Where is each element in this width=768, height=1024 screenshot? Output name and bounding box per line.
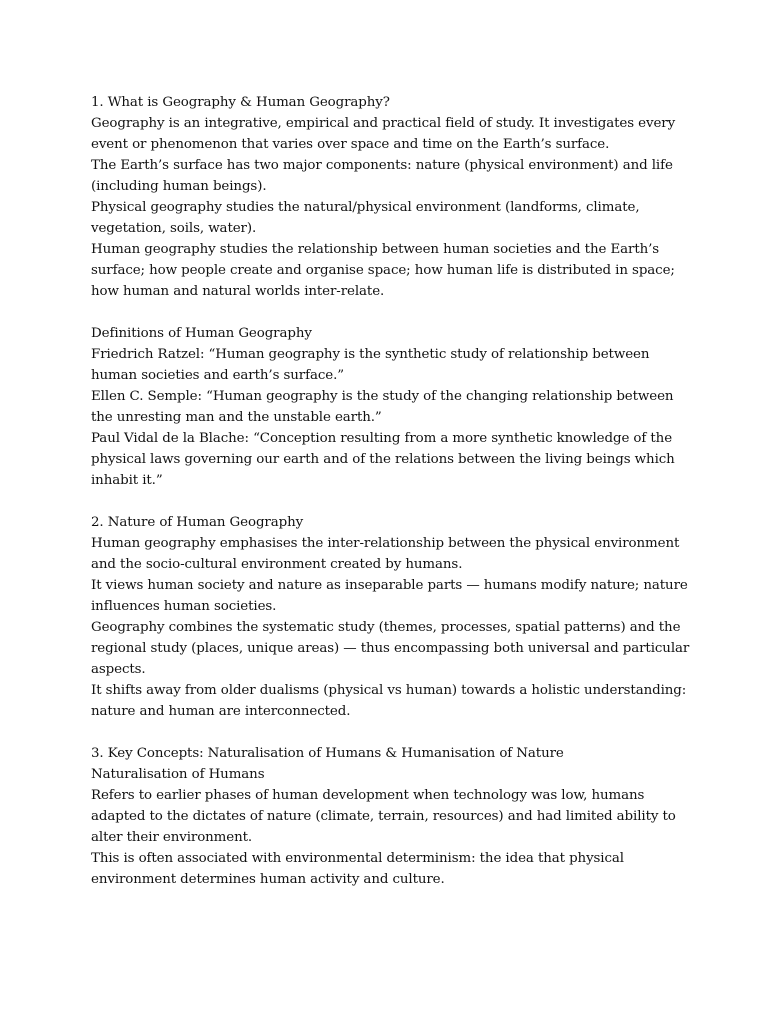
paragraph-gap [91, 302, 691, 323]
text-paragraph: This is often associated with environmental determinism: the idea that physical environment determines human activity and culture. [91, 851, 624, 887]
paragraph-gap [91, 722, 691, 743]
text-paragraph: It shifts away from older dualisms (physical vs human) towards a holistic understanding: nature and human are interconnected. [91, 683, 687, 719]
text-paragraph: It views human society and nature as inseparable parts — humans modify nature; nature influences human societies. [91, 578, 688, 614]
text-paragraph: Definitions of Human Geography [91, 326, 312, 341]
text-paragraph: Refers to earlier phases of human development when technology was low, humans adapted to the dictates of nature (climate, terrain, resources) and had limited ability to alter their environment. [91, 788, 676, 845]
text-paragraph: 3. Key Concepts: Naturalisation of Humans & Humanisation of Nature [91, 746, 564, 761]
text-paragraph: Friedrich Ratzel: “Human geography is the synthetic study of relationship between human societies and earth’s surface.” [91, 347, 650, 383]
text-paragraph: Ellen C. Semple: “Human geography is the study of the changing relationship between the unresting man and the unstable earth.” [91, 389, 674, 425]
text-paragraph: Human geography emphasises the inter-relationship between the physical environment and the socio-cultural environment created by humans. [91, 536, 680, 572]
text-paragraph: The Earth’s surface has two major components: nature (physical environment) and life (including human beings). [91, 158, 673, 194]
text-paragraph: Naturalisation of Humans [91, 767, 265, 782]
text-paragraph: Human geography studies the relationship between human societies and the Earth’s surface; how people create and organise space; how human life is distributed in space; how human and natural worlds inter-relate. [91, 242, 675, 299]
text-paragraph: Physical geography studies the natural/physical environment (landforms, climate, vegetation, soils, water). [91, 200, 640, 236]
document-body [91, 92, 691, 890]
text-paragraph: Paul Vidal de la Blache: “Conception resulting from a more synthetic knowledge of the physical laws governing our earth and of the relations between the living beings which inhabit it.” [91, 431, 675, 488]
text-paragraph: Geography is an integrative, empirical and practical field of study. It investigates every event or phenomenon that varies over space and time on the Earth’s surface. [91, 116, 676, 152]
text-paragraph: 1. What is Geography & Human Geography? [91, 95, 390, 110]
text-paragraph: 2. Nature of Human Geography [91, 515, 304, 530]
text-paragraph: Geography combines the systematic study (themes, processes, spatial patterns) and the regional study (places, unique areas) — thus encompassing both universal and particular aspects. [91, 620, 690, 677]
paragraph-gap [91, 491, 691, 512]
